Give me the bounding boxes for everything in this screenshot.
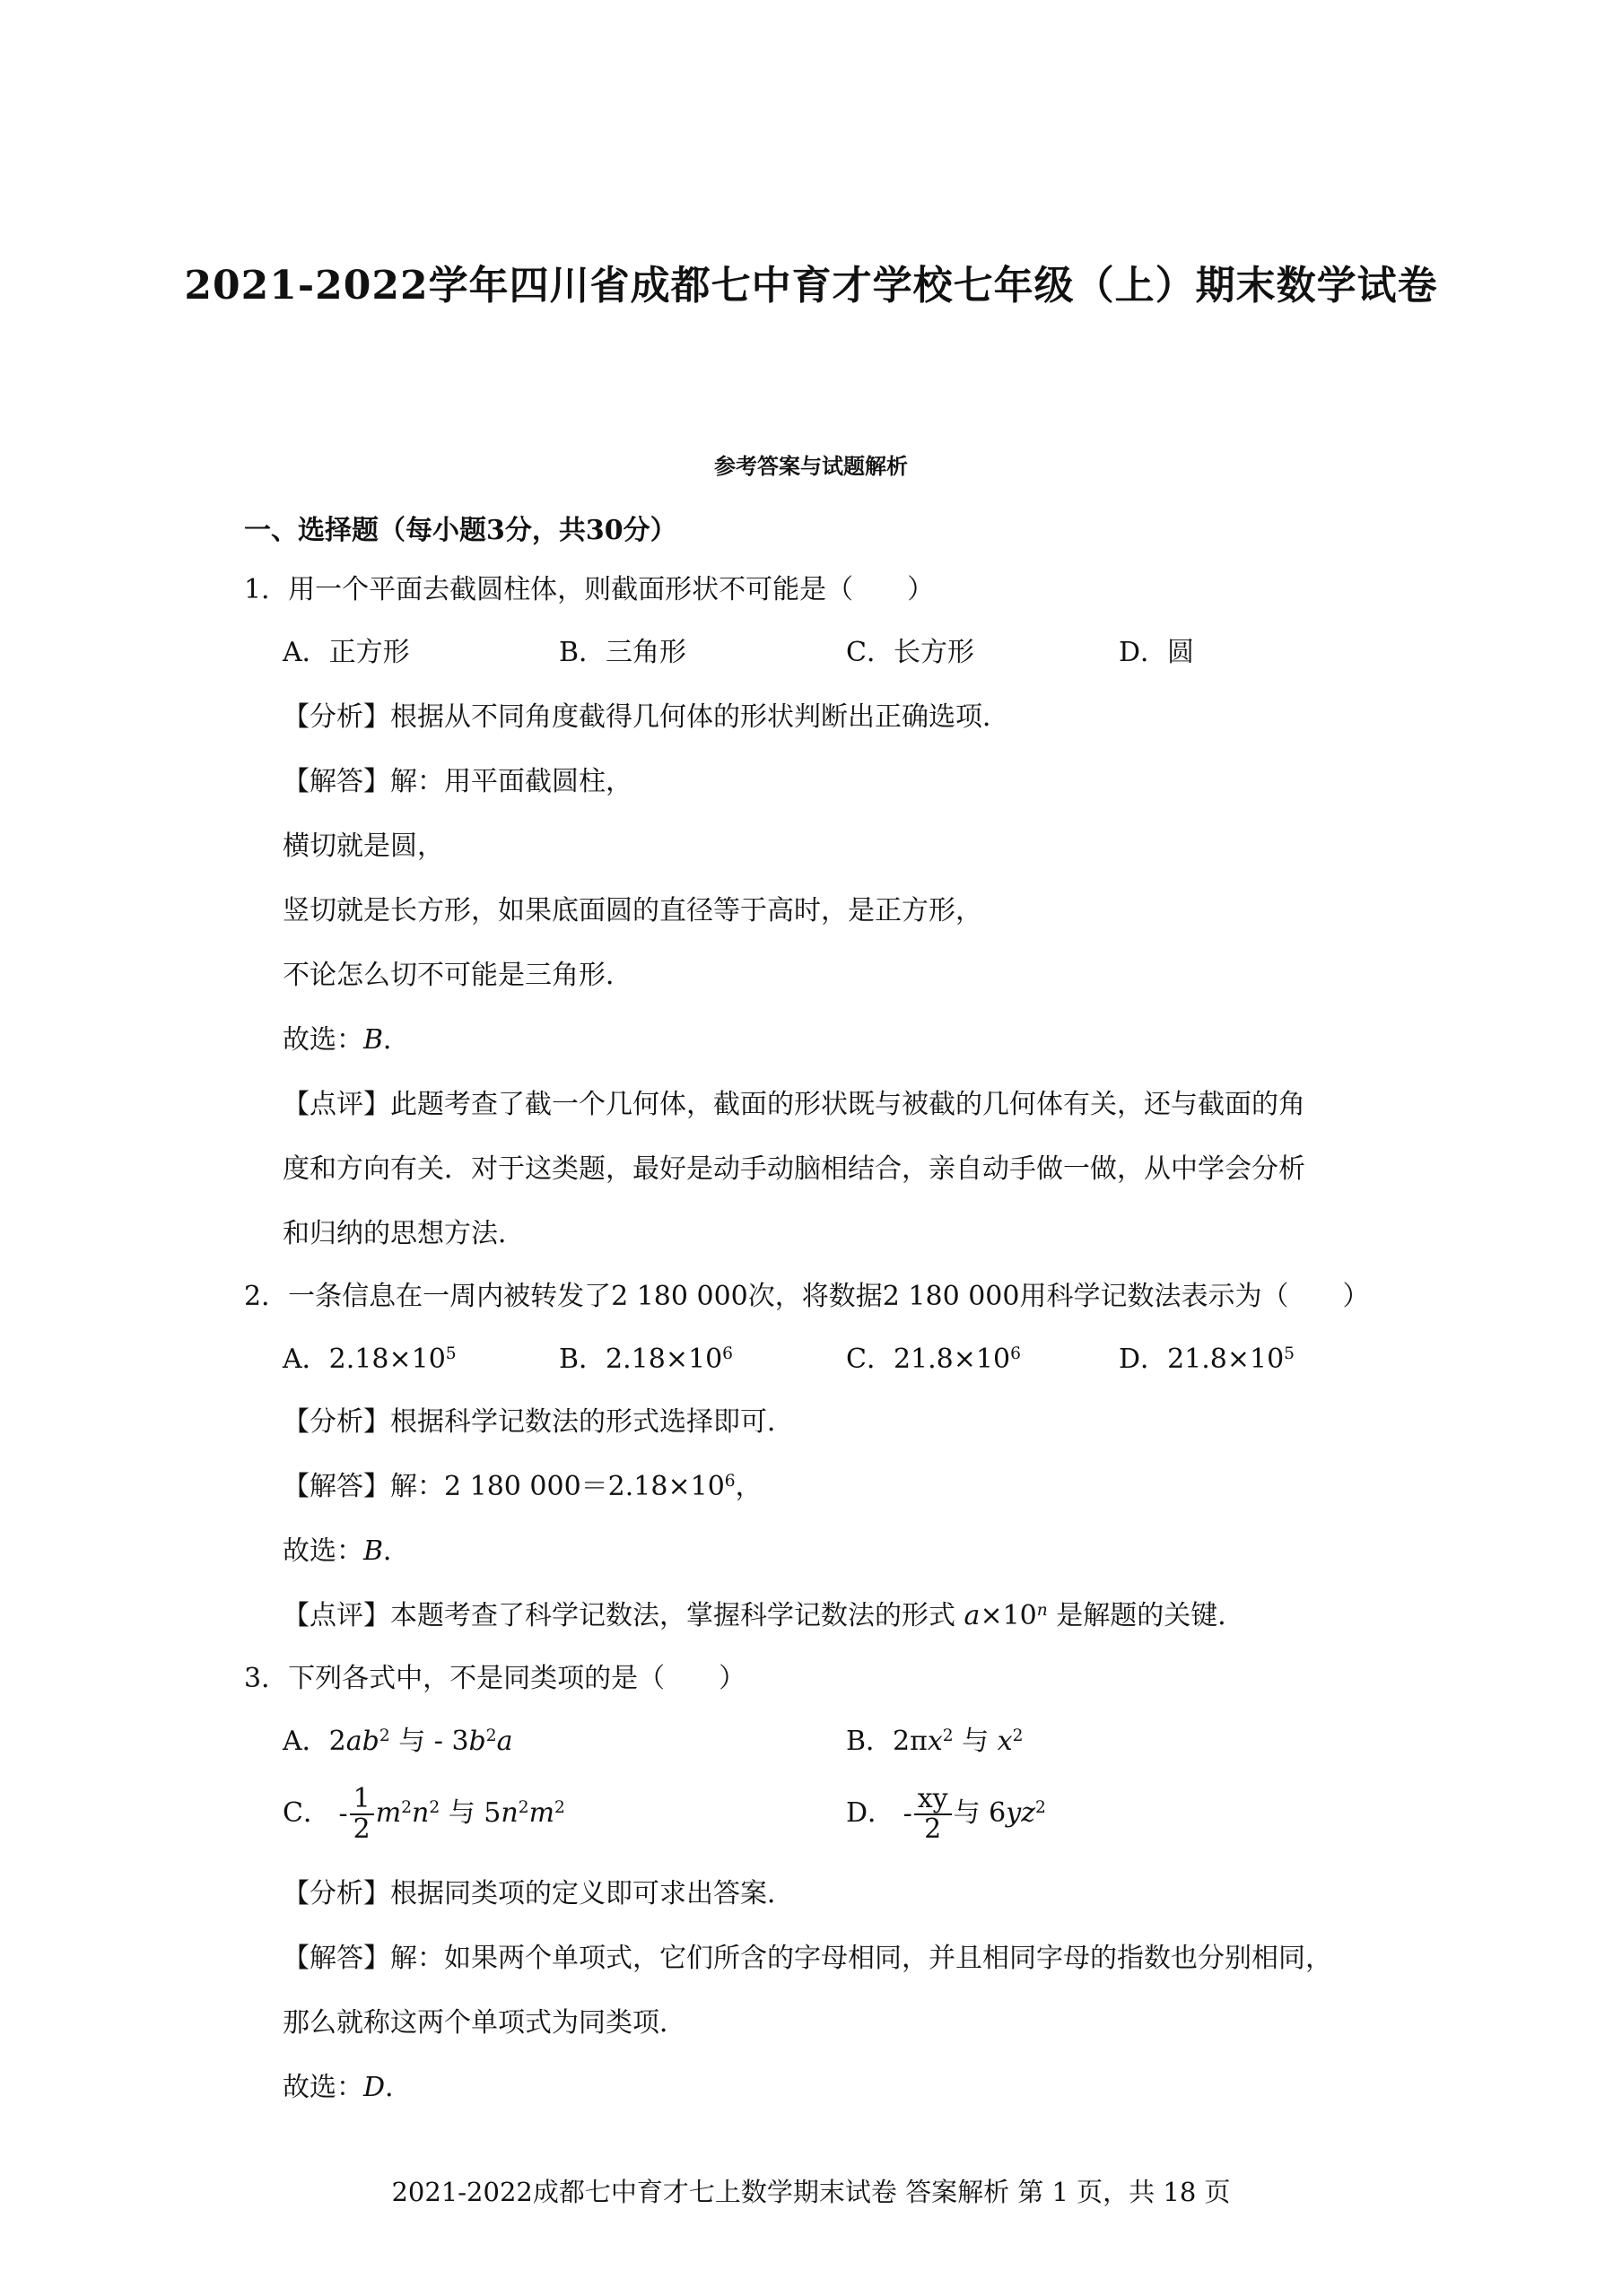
option-label: C． bbox=[283, 1797, 330, 1829]
solution-text: 【解答】解：2 180 000＝2.18×10 bbox=[283, 1471, 725, 1502]
q1-solution-line: 不论怎么切不可能是三角形． bbox=[283, 960, 632, 991]
option-base: 21.8×10 bbox=[1167, 1344, 1285, 1375]
option-label: D． bbox=[846, 1797, 895, 1829]
option-base: 21.8×10 bbox=[893, 1344, 1011, 1375]
fraction-numerator: xy bbox=[914, 1785, 952, 1815]
option-base: 2.18×10 bbox=[606, 1344, 723, 1375]
section-heading: 一、选择题（每小题3分，共30分） bbox=[244, 515, 677, 546]
question-text: 下列各式中，不是同类项的是（ ） bbox=[288, 1663, 746, 1694]
q2-option-a bbox=[283, 1342, 457, 1378]
answer-value: D bbox=[363, 2072, 386, 2103]
option-label: A． bbox=[283, 1344, 329, 1375]
q1-analysis: 【分析】根据从不同角度截得几何体的形状判断出正确选项． bbox=[283, 701, 1009, 733]
comment-variable: a bbox=[964, 1600, 981, 1631]
option-base: 2.18×10 bbox=[328, 1344, 446, 1375]
question-number: 2． bbox=[244, 1281, 289, 1312]
q3-option-d: D． - $\frac{xy}{2}$ 与 $6yz^2$ bbox=[846, 1783, 1046, 1845]
answer-prefix: 故选： bbox=[283, 1535, 363, 1567]
document-title: 2021-2022学年四川省成都七中育才学校七年级（上）期末数学试卷 bbox=[184, 263, 1438, 309]
answer-value: B bbox=[363, 1024, 384, 1056]
q1-option-b: B．三角形 bbox=[559, 637, 687, 668]
q3-solution-line: 【解答】解：如果两个单项式，它们所含的字母相同，并且相同字母的指数也分别相同， bbox=[283, 1943, 1332, 1974]
answer-prefix: 故选： bbox=[283, 2072, 363, 2103]
comment-exponent: n bbox=[1036, 1600, 1048, 1620]
document-subtitle: 参考答案与试题解析 bbox=[714, 453, 908, 479]
solution-suffix: ， bbox=[735, 1471, 763, 1502]
option-label: B． bbox=[846, 1726, 894, 1757]
q3-solution-line: 那么就称这两个单项式为同类项． bbox=[283, 2007, 686, 2039]
q3-option-c: C． - $\frac{1}{2}$ $m^2n^2$ 与 $5n^2m^2$ bbox=[283, 1783, 565, 1845]
fraction-denominator: 2 bbox=[924, 1813, 942, 1845]
option-label: D． bbox=[1119, 1344, 1168, 1375]
option-exponent: 6 bbox=[1010, 1344, 1021, 1363]
q3-answer: 故选：D． bbox=[283, 2072, 413, 2103]
q2-option-b bbox=[559, 1342, 733, 1378]
q2-analysis: 【分析】根据科学记数法的形式选择即可． bbox=[283, 1406, 794, 1438]
fraction bbox=[350, 1785, 374, 1844]
question-text: 一条信息在一周内被转发了2 180 000次，将数据2 180 000用科学记数法表示为（ ） bbox=[288, 1281, 1370, 1312]
q1-answer: 故选：B． bbox=[283, 1024, 411, 1056]
option-exponent: 6 bbox=[722, 1344, 733, 1363]
q3-analysis: 【分析】根据同类项的定义即可求出答案． bbox=[283, 1878, 794, 1909]
option-label: C． bbox=[846, 1344, 894, 1375]
q1-solution-line: 【解答】解：用平面截圆柱， bbox=[283, 766, 632, 797]
q2-option-c bbox=[846, 1342, 1021, 1378]
comment-text: 【点评】本题考查了科学记数法，掌握科学记数法的形式 bbox=[283, 1600, 955, 1631]
solution-exponent: 6 bbox=[724, 1471, 736, 1491]
option-exponent: 5 bbox=[1284, 1344, 1295, 1363]
q1-comment-line: 和归纳的思想方法． bbox=[283, 1218, 525, 1249]
q3-option-a: A．$2ab^2$ 与 - $3b^2a$ bbox=[283, 1726, 513, 1757]
answer-prefix: 故选： bbox=[283, 1024, 363, 1056]
question-number: 3． bbox=[244, 1663, 289, 1694]
q1-option-d: D．圆 bbox=[1119, 637, 1195, 668]
fraction bbox=[914, 1785, 952, 1844]
question-2-stem bbox=[244, 1279, 1369, 1315]
q3-option-b: B．$2\pi x^2$ 与 $x^2$ bbox=[846, 1726, 1024, 1757]
q2-solution bbox=[283, 1469, 763, 1505]
question-3-stem bbox=[244, 1661, 746, 1697]
option-label: B． bbox=[559, 1344, 606, 1375]
question-number: 1． bbox=[244, 574, 289, 605]
q2-answer: 故选：B． bbox=[283, 1535, 411, 1567]
question-text: 用一个平面去截圆柱体，则截面形状不可能是（ ） bbox=[288, 574, 935, 605]
q1-solution-line: 竖切就是长方形，如果底面圆的直径等于高时，是正方形， bbox=[283, 895, 982, 926]
q1-option-c: C．长方形 bbox=[846, 637, 974, 668]
fraction-denominator: 2 bbox=[353, 1813, 371, 1845]
comment-base: ×10 bbox=[980, 1600, 1037, 1631]
q1-solution-line: 横切就是圆， bbox=[283, 831, 444, 862]
q1-comment-line: 【点评】此题考查了截一个几何体，截面的形状既与被截的几何体有关，还与截面的角 bbox=[283, 1089, 1305, 1120]
question-1-stem bbox=[244, 572, 934, 608]
page-footer: 2021-2022成都七中育才七上数学期末试卷 答案解析 第 1 页，共 18 页 bbox=[391, 2177, 1231, 2207]
answer-value: B bbox=[363, 1535, 384, 1567]
q2-comment bbox=[283, 1598, 1244, 1634]
comment-suffix: 是解题的关键． bbox=[1056, 1600, 1245, 1631]
q1-comment-line: 度和方向有关．对于这类题，最好是动手动脑相结合，亲自动手做一做，从中学会分析 bbox=[283, 1153, 1305, 1185]
fraction-numerator: 1 bbox=[350, 1785, 374, 1815]
option-label: A． bbox=[283, 1726, 329, 1757]
q1-option-a: A．正方形 bbox=[283, 637, 410, 668]
option-exponent: 5 bbox=[445, 1344, 457, 1363]
q2-option-d bbox=[1119, 1342, 1295, 1378]
